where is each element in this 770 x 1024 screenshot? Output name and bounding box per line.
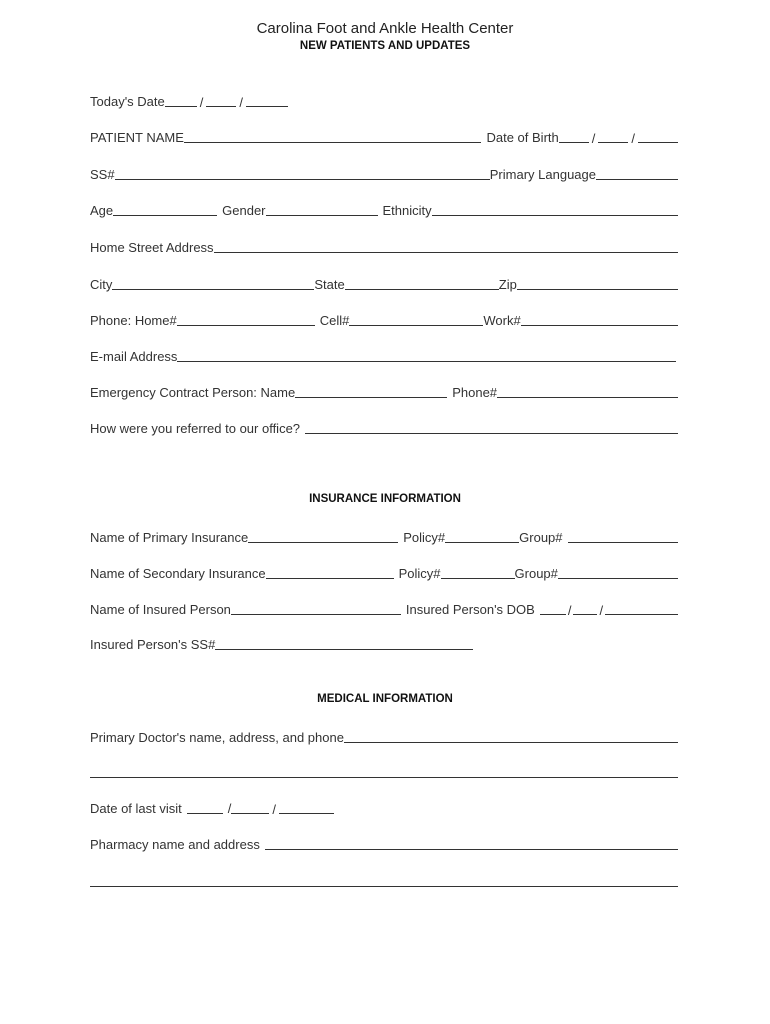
primary-group-label: Group# (519, 530, 563, 545)
dob-month-field[interactable] (559, 142, 589, 143)
ethnicity-field[interactable] (432, 215, 678, 216)
ssn-row (90, 165, 678, 183)
insured-dob-day-field[interactable] (573, 614, 597, 615)
date-slash: / (227, 801, 232, 816)
insured-ssn-row (90, 635, 473, 653)
referral-row (90, 419, 678, 437)
emergency-contact-label: Emergency Contract Person: Name (90, 385, 296, 400)
home-address-field[interactable] (214, 252, 678, 253)
insured-ssn-label: Insured Person's SS# (90, 637, 216, 652)
pharmacy-label: Pharmacy name and address (90, 837, 260, 852)
secondary-group-field[interactable] (558, 578, 678, 579)
cell-field[interactable] (349, 325, 483, 326)
form-title: Carolina Foot and Ankle Health Center (256, 20, 514, 37)
referral-field[interactable] (305, 433, 678, 434)
emergency-phone-label: Phone# (452, 385, 498, 400)
last-visit-row (90, 799, 334, 817)
pharmacy-row (90, 835, 678, 853)
last-visit-year-field[interactable] (279, 813, 334, 814)
patient-name-label: PATIENT NAME (90, 130, 184, 145)
age-label: Age (90, 203, 114, 218)
primary-doctor-field[interactable] (344, 742, 678, 743)
primary-doctor-continuation-field[interactable] (90, 777, 678, 778)
todays-date-month-field[interactable] (165, 106, 197, 107)
phone-row (90, 311, 678, 329)
work-label: Work# (483, 313, 521, 328)
city-state-zip-row (90, 275, 678, 293)
primary-group-field[interactable] (568, 542, 678, 543)
patient-name-field[interactable] (184, 142, 482, 143)
todays-date-row (90, 92, 315, 110)
insured-dob-label: Insured Person's DOB (405, 602, 535, 617)
primary-doctor-row (90, 728, 678, 746)
todays-date-day-field[interactable] (206, 106, 236, 107)
insured-ssn-field[interactable] (215, 649, 473, 650)
dob-year-field[interactable] (638, 142, 678, 143)
home-address-row (90, 238, 678, 256)
city-field[interactable] (112, 289, 314, 290)
insured-person-field[interactable] (231, 614, 401, 615)
insurance-heading: INSURANCE INFORMATION (309, 493, 461, 505)
pharmacy-field[interactable] (265, 849, 678, 850)
last-visit-day-field[interactable] (231, 813, 269, 814)
insured-dob-year-field[interactable] (605, 614, 678, 615)
secondary-insurance-label: Name of Secondary Insurance (90, 566, 266, 581)
emergency-contact-row (90, 383, 678, 401)
primary-insurance-row (90, 528, 678, 546)
date-slash: / (591, 131, 596, 146)
date-slash: / (239, 95, 243, 110)
email-field[interactable] (177, 361, 676, 362)
secondary-group-label: Group# (514, 566, 558, 581)
medical-heading: MEDICAL INFORMATION (317, 693, 453, 705)
cell-label: Cell# (319, 313, 350, 328)
date-slash: / (599, 603, 604, 618)
dob-label: Date of Birth (486, 130, 559, 145)
ssn-label: SS# (90, 167, 115, 182)
primary-language-field[interactable] (596, 179, 678, 180)
secondary-insurance-row (90, 564, 678, 582)
state-field[interactable] (345, 289, 499, 290)
emergency-contact-name-field[interactable] (295, 397, 447, 398)
home-address-label: Home Street Address (90, 240, 214, 255)
phone-home-label: Phone: Home# (90, 313, 177, 328)
primary-insurance-field[interactable] (248, 542, 398, 543)
insured-dob-month-field[interactable] (540, 614, 566, 615)
ethnicity-label: Ethnicity (382, 203, 432, 218)
age-field[interactable] (113, 215, 217, 216)
gender-label: Gender (222, 203, 266, 218)
phone-home-field[interactable] (177, 325, 315, 326)
primary-language-label: Primary Language (489, 167, 596, 182)
work-field[interactable] (521, 325, 678, 326)
secondary-insurance-field[interactable] (266, 578, 394, 579)
demographics-row (90, 201, 678, 219)
secondary-policy-field[interactable] (441, 578, 515, 579)
last-visit-month-field[interactable] (187, 813, 223, 814)
date-slash: / (272, 802, 277, 817)
secondary-policy-label: Policy# (398, 566, 441, 581)
zip-label: Zip (498, 277, 517, 292)
pharmacy-continuation-field[interactable] (90, 886, 678, 887)
todays-date-label: Today's Date (90, 94, 165, 109)
dob-day-field[interactable] (598, 142, 628, 143)
date-slash: / (567, 603, 572, 618)
primary-policy-label: Policy# (403, 530, 446, 545)
primary-insurance-label: Name of Primary Insurance (90, 530, 249, 545)
primary-doctor-label: Primary Doctor's name, address, and phone (90, 730, 344, 745)
city-label: City (90, 277, 113, 292)
email-row (90, 347, 676, 365)
date-slash: / (199, 95, 204, 110)
date-slash: / (631, 131, 635, 146)
email-label: E-mail Address (90, 349, 178, 364)
insured-person-row (90, 600, 678, 618)
state-label: State (314, 277, 345, 292)
zip-field[interactable] (517, 289, 678, 290)
ssn-field[interactable] (115, 179, 490, 180)
form-subtitle: NEW PATIENTS AND UPDATES (299, 40, 471, 52)
emergency-phone-field[interactable] (497, 397, 678, 398)
primary-policy-field[interactable] (445, 542, 519, 543)
insured-person-label: Name of Insured Person (90, 602, 231, 617)
patient-name-row (90, 128, 678, 146)
last-visit-label: Date of last visit (90, 801, 182, 816)
todays-date-year-field[interactable] (246, 106, 288, 107)
referral-label: How were you referred to our office? (90, 421, 301, 436)
gender-field[interactable] (266, 215, 378, 216)
